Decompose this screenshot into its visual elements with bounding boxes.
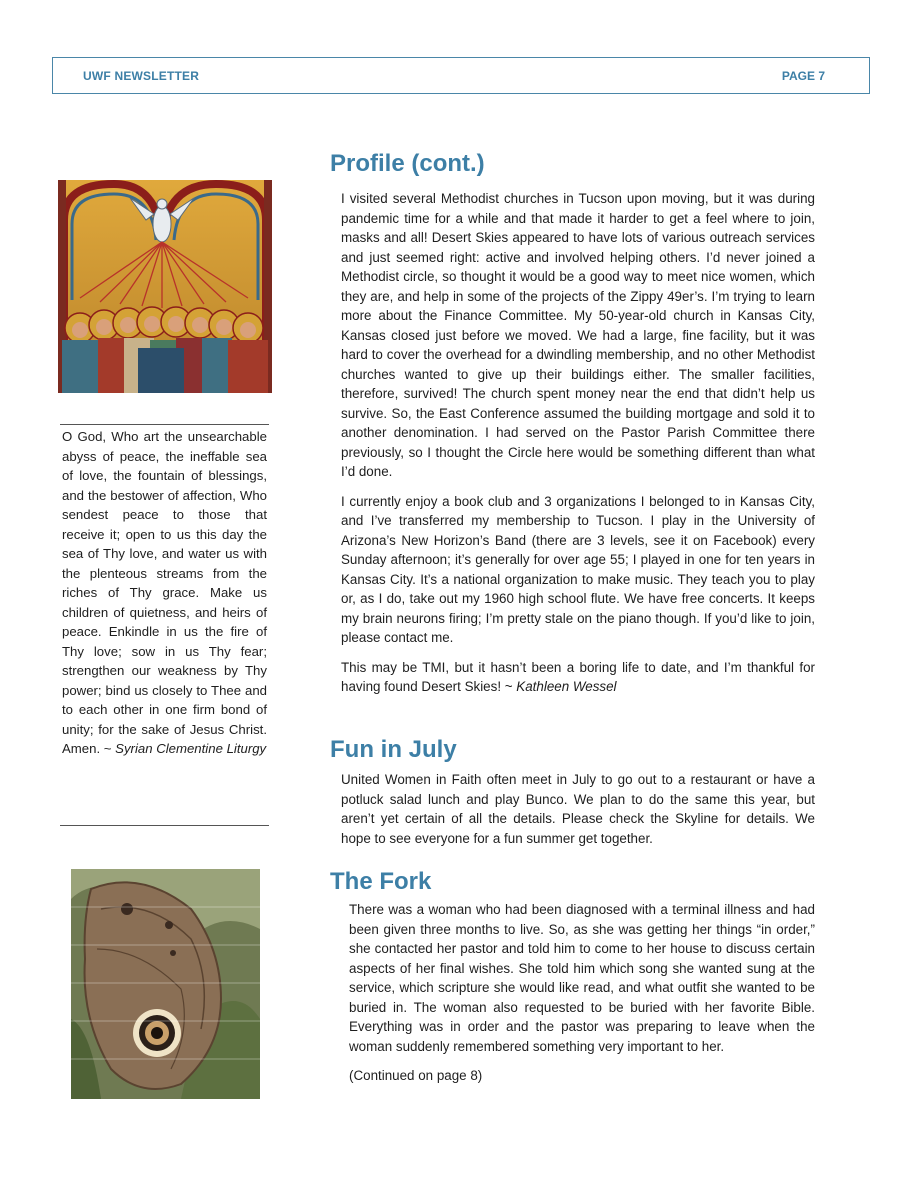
prayer-bottom-rule — [60, 825, 269, 826]
profile-body — [341, 189, 815, 707]
newsletter-header — [52, 57, 870, 94]
profile-author: Kathleen Wessel — [516, 679, 617, 694]
fun-in-july-body — [341, 770, 815, 858]
page-number: PAGE 7 — [781, 69, 825, 83]
newsletter-title: UWF NEWSLETTER — [83, 69, 200, 83]
fork-body — [349, 900, 815, 1096]
profile-paragraph-2: I currently enjoy a book club and 3 organizations I belonged to in Kansas City, and I’ve transferred my membership to Tucson. I play in the University of Arizona’s New Horizon’s Band (there are 3 levels, see it on Facebook) every Sunday afternoon; it’s generally for over age 55; I played in one for ten years in Kansas City. It’s a national organization to make music. They teach you to play or, as I do, take out my 1960 high school flute. We have free concerts. It keeps my brain neurons firing; I’m pretty stale on the piano though. If you’d like to join, please contact me. — [341, 493, 815, 645]
prayer-sidebar — [62, 427, 267, 759]
prayer-source: Syrian Clementine Liturgy — [115, 741, 267, 756]
fun-in-july-heading: Fun in July — [330, 736, 457, 763]
fork-text: There was a woman who had been diagnosed with a terminal illness and had been given three months to live. So, as she was getting her things “in order,” she contacted her pastor and told him to come to her house to discuss certain aspects of her final wishes. She told him which song she wanted sung at the service, which scripture she would like read, and what outfit she wanted to be buried in. The woman also requested to be buried with her favorite Bible. Everything was in order and the pastor was preparing to leave when the woman suddenly remembered something very important to her. — [349, 902, 815, 1054]
prayer-top-rule — [60, 424, 269, 425]
fun-in-july-text: United Women in Faith often meet in July to go out to a restaurant or have a potluck salad lunch and play Bunco. We plan to do the same this year, but aren’t yet certain of all the details. Please check the Skyline for details. We hope to see everyone for a fun summer get together. — [341, 772, 815, 846]
fork-continued: (Continued on page 8) — [349, 1068, 483, 1083]
prayer-text: O God, Who art the unsearchable abyss of peace, the ineffable sea of love, the fountain of blessings, and the bestower of affection, Who sendest peace to those that receive it; open to us this day the sea of Thy love, and water us with the plenteous streams from the riches of Thy grace. Make us children of quietness, and heirs of peace. Enkindle in us the fire of Thy love; sow in us Thy fear; strengthen our weakness by Thy power; bind us closely to Thee and to each other in one firm bond of unity; for the sake of Jesus Christ. Amen. ~ — [62, 429, 267, 756]
butterfly-photo — [71, 869, 260, 1099]
profile-paragraph-3 — [341, 658, 815, 697]
profile-closing-text: This may be TMI, but it hasn’t been a boring life to date, and I’m thankful for having found Desert Skies! ~ — [341, 659, 815, 694]
fork-heading: The Fork — [330, 868, 432, 895]
profile-paragraph-1: I visited several Methodist churches in Tucson upon moving, but it was during pandemic time for a while and that made it harder to get a feel where to join, masks and all! Desert Skies appeared to have lots of various outreach services and just seemed right: active and involved helping others. I’d never joined a Methodist circle, so thought it would be a good way to meet nice women, which they are, and help in some of the projects of the Zippy 49er’s. I’m trying to learn more about the Finance Committee. My 50-year-old church in Kansas City, Kansas closed just before we moved. We had a large, fine facility, but it was hard to cover the overhead for a dwindling membership, and no other Methodist churches wanted to give up their buildings either. The smaller facilities, therefore, survived! The church spent money near the end that didn’t help us survive. So, the East Conference assumed the building mortgage and sold it to another denomination. I had served on the Pastor Parish Committee there previously, so I thought the Circle here would be something different than what I’d done. — [341, 191, 815, 479]
profile-heading: Profile (cont.) — [330, 150, 485, 177]
pentecost-fresco-image — [58, 180, 272, 393]
